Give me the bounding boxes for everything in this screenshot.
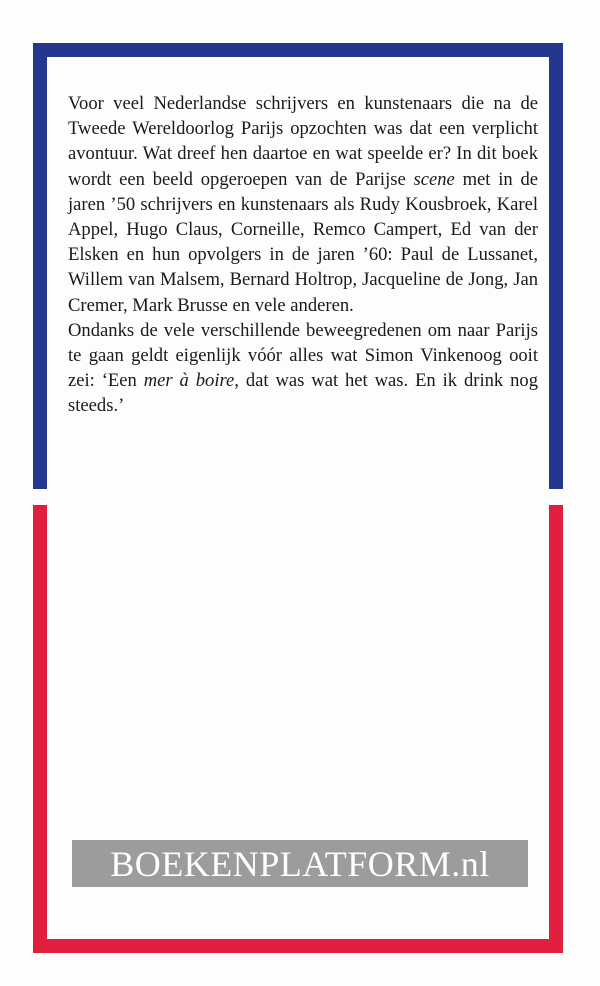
blurb-p1-part-b: met in de jaren ’50 schrijvers en kunstenaars als Rudy Kousbroek, Karel Appel, Hugo Claus, Corneille, Remco Campert, Ed van der Elsken en hun opvolgers in de jaren ’60: Paul de Lussanet, Willem van Malsem, Bernard Holtrop, Jacqueline de Jong, Jan Cremer, Mark Brusse en vele anderen.	[68, 168, 538, 316]
blurb-paragraph-2	[68, 318, 538, 419]
blurb-text	[68, 91, 538, 419]
blurb-p1-part-a: Voor veel Nederlandse schrijvers en kunstenaars die na de Tweede Wereldoorlog Parijs opzochten was dat een verplicht avontuur. Wat dreef hen daartoe en wat speelde er? In dit boek wordt een beeld opgeroepen van de Parijse	[68, 93, 538, 190]
blurb-paragraph-1	[68, 91, 538, 318]
blurb-p2-part-b: dat was wat het was. En ik drink nog steeds.’	[68, 370, 539, 417]
blurb-p2-italic: mer à boire,	[143, 370, 239, 392]
watermark-text: BOEKENPLATFORM.nl	[110, 843, 490, 884]
blurb-p1-italic: scene	[413, 168, 455, 190]
watermark-banner	[72, 840, 528, 887]
blurb-p2-part-a: Ondanks de vele verschillende beweegredenen om naar Parijs te gaan geldt eigenlijk vóór alles wat Simon Vinkenoog ooit zei: ‘Een	[68, 319, 538, 392]
